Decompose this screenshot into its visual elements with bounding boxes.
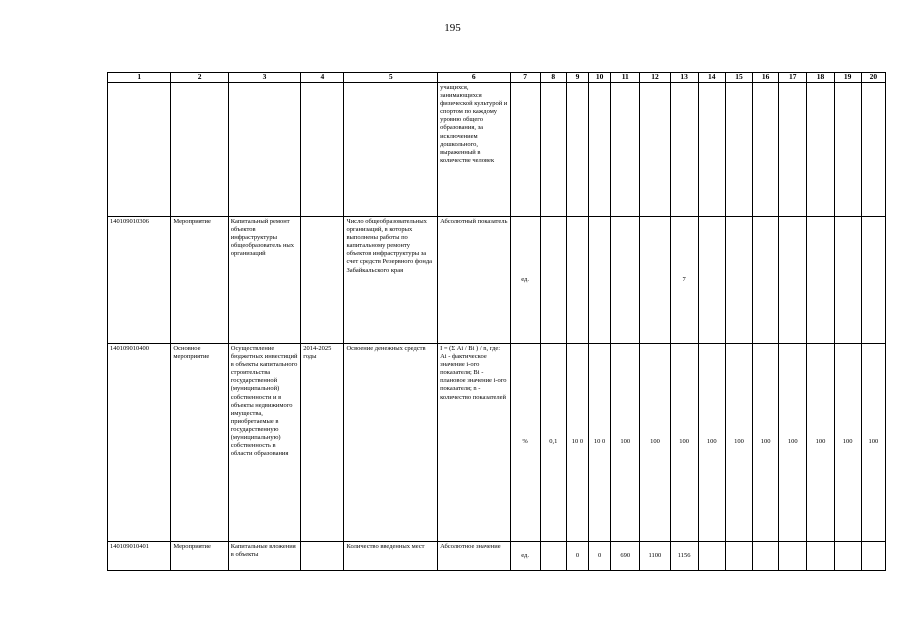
table-row [108, 344, 886, 542]
unit-cell [510, 83, 540, 217]
value-cell: 100 [807, 344, 834, 542]
value-cell [834, 83, 861, 217]
column-header: 8 [540, 73, 566, 83]
code-cell: 140109010401 [108, 542, 171, 571]
column-header: 3 [228, 73, 300, 83]
name-cell: Капитальный ремонт объектов инфраструктуры общеобразователь ных организаций [228, 217, 300, 344]
value-cell: 10 0 [589, 344, 611, 542]
value-cell [698, 83, 725, 217]
column-header: 10 [589, 73, 611, 83]
value-cell [566, 217, 588, 344]
value-cell [779, 542, 807, 571]
value-cell [753, 217, 779, 344]
type-cell: Основное мероприятие [171, 344, 228, 542]
value-cell [611, 217, 640, 344]
column-header: 9 [566, 73, 588, 83]
unit-cell: ед. [510, 542, 540, 571]
value-cell [753, 83, 779, 217]
value-cell [834, 217, 861, 344]
value-cell [611, 83, 640, 217]
column-header: 13 [670, 73, 698, 83]
column-number-header [108, 73, 886, 83]
value-cell: 100 [611, 344, 640, 542]
indicators-table [107, 72, 886, 571]
value-cell: 100 [753, 344, 779, 542]
name-cell: Капитальные вложения в объекты [228, 542, 300, 571]
value-cell [698, 217, 725, 344]
column-header: 19 [834, 73, 861, 83]
indicator-cell [344, 83, 438, 217]
value-cell [725, 217, 752, 344]
value-cell: 100 [834, 344, 861, 542]
name-cell [228, 83, 300, 217]
value-cell: 0 [566, 542, 588, 571]
column-header: 4 [301, 73, 344, 83]
column-header: 18 [807, 73, 834, 83]
indicator-cell: Число общеобразовательных организаций, в которых выполнены работы по капитальному ремонту объектов инфраструктуры за счет средств Резервного фонда Забайкальского края [344, 217, 438, 344]
method-cell: Абсолютное значение [438, 542, 510, 571]
value-cell: 100 [670, 344, 698, 542]
value-cell [540, 217, 566, 344]
value-cell: 0 [589, 542, 611, 571]
method-cell: учащихся, занимающихся физической культурой и спортом по каждому уровню общего образования, за исключением дошкольного, выраженный в количестве человек [438, 83, 510, 217]
table-row [108, 83, 886, 217]
value-cell [540, 542, 566, 571]
table-row [108, 542, 886, 571]
value-cell [589, 217, 611, 344]
column-header: 17 [779, 73, 807, 83]
value-cell: 100 [779, 344, 807, 542]
name-cell: Осуществление бюджетных инвестиций в объекты капитального строительства государственной (муниципальной) собственности и в объекты недвижимого имущества, приобретаемые в государственную (муниципальную) собственность в области образования [228, 344, 300, 542]
code-cell: 140109010306 [108, 217, 171, 344]
value-cell [779, 83, 807, 217]
unit-cell: ед. [510, 217, 540, 344]
value-cell [589, 83, 611, 217]
value-cell [640, 217, 670, 344]
value-cell [566, 83, 588, 217]
type-cell: Мероприятие [171, 542, 228, 571]
value-cell [670, 83, 698, 217]
value-cell [807, 83, 834, 217]
value-cell [861, 542, 885, 571]
type-cell: Мероприятие [171, 217, 228, 344]
column-header: 11 [611, 73, 640, 83]
period-cell [301, 217, 344, 344]
column-header: 12 [640, 73, 670, 83]
value-cell [861, 83, 885, 217]
value-cell [698, 542, 725, 571]
value-cell: 7 [670, 217, 698, 344]
value-cell: 1100 [640, 542, 670, 571]
value-cell: 690 [611, 542, 640, 571]
value-cell: 100 [640, 344, 670, 542]
indicator-cell: Освоение денежных средств [344, 344, 438, 542]
column-header: 5 [344, 73, 438, 83]
value-cell [861, 217, 885, 344]
value-cell [779, 217, 807, 344]
period-cell: 2014-2025 годы [301, 344, 344, 542]
value-cell: 0,1 [540, 344, 566, 542]
value-cell [807, 217, 834, 344]
value-cell: 10 0 [566, 344, 588, 542]
value-cell [725, 542, 752, 571]
value-cell: 1156 [670, 542, 698, 571]
period-cell [301, 83, 344, 217]
value-cell [640, 83, 670, 217]
indicator-cell: Количество введенных мест [344, 542, 438, 571]
column-header: 2 [171, 73, 228, 83]
column-header: 16 [753, 73, 779, 83]
value-cell [725, 83, 752, 217]
column-header: 6 [438, 73, 510, 83]
code-cell [108, 83, 171, 217]
column-header: 15 [725, 73, 752, 83]
value-cell: 100 [725, 344, 752, 542]
period-cell [301, 542, 344, 571]
column-header: 14 [698, 73, 725, 83]
value-cell: 100 [861, 344, 885, 542]
method-cell: Абсолютный показатель [438, 217, 510, 344]
unit-cell: % [510, 344, 540, 542]
column-header: 20 [861, 73, 885, 83]
value-cell [807, 542, 834, 571]
column-header: 7 [510, 73, 540, 83]
column-header: 1 [108, 73, 171, 83]
method-cell: I = (Σ Ai / Bi ) / n, где: Ai - фактическое значение i-ого показателя; Bi - плановое значение i-ого показателя; n - количество показателей [438, 344, 510, 542]
value-cell [540, 83, 566, 217]
value-cell: 100 [698, 344, 725, 542]
value-cell [834, 542, 861, 571]
table-row [108, 217, 886, 344]
page-number: 195 [444, 22, 461, 34]
value-cell [753, 542, 779, 571]
type-cell [171, 83, 228, 217]
code-cell: 140109010400 [108, 344, 171, 542]
